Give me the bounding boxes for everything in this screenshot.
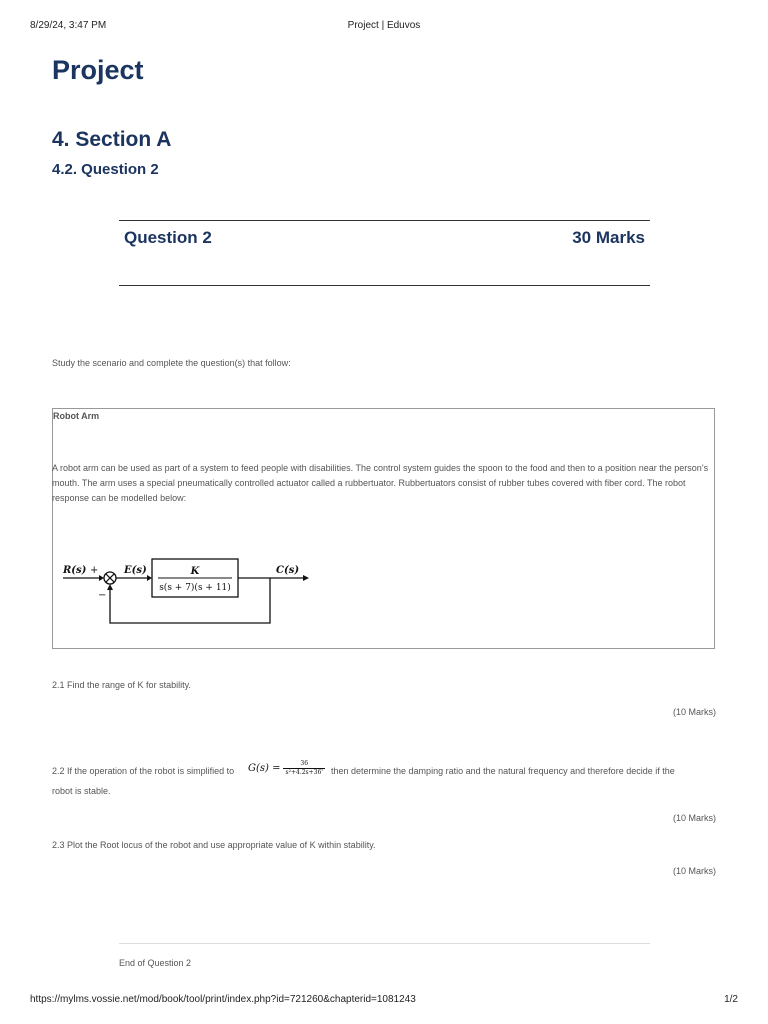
scenario-text: A robot arm can be used as part of a system to feed people with disabilities. The control system guides the spoon to the food and then to a position near the person’s mouth. The arm uses a special pneumatically controlled actuator called a rubbertuator. Rubbertuators consist of rubber tubes covered with fiber cord. The robot response can be modelled below:	[52, 463, 709, 503]
question-2-1: 2.1 Find the range of K for stability.	[52, 680, 191, 690]
end-of-question-text: End of Question 2	[119, 958, 192, 968]
question-2-3-marks: (10 Marks)	[672, 866, 716, 876]
error-arrowhead	[147, 575, 152, 581]
question-label: Question 2	[124, 228, 212, 247]
output-label: C(s)	[276, 565, 300, 576]
summing-junction	[104, 572, 116, 584]
formula-numerator: 36	[300, 760, 309, 767]
print-url: https://mylms.vossie.net/mod/book/tool/print/index.php?id=721260&chapterid=1081243	[30, 994, 416, 1005]
page-title: Project	[52, 55, 144, 85]
feedback-arrowhead	[107, 584, 113, 590]
output-arrowhead	[303, 575, 309, 581]
print-title: Project | Eduvos	[347, 20, 421, 31]
question-2-3: 2.3 Plot the Root locus of the robot and use appropriate value of K within stability.	[52, 840, 376, 850]
scenario-title: Robot Arm	[53, 411, 100, 421]
question-2-2-text-line2: robot is stable.	[52, 786, 111, 796]
formula-lhs: G(s) =	[248, 763, 281, 774]
question-box-top-rule	[119, 220, 650, 221]
formula-fraction	[283, 760, 324, 777]
question-2-1-marks: (10 Marks)	[672, 707, 716, 717]
error-label: E(s)	[124, 565, 147, 576]
instructions-text: Study the scenario and complete the question(s) that follow:	[52, 358, 291, 368]
question-2-2-text-start: 2.2 If the operation of the robot is simplified to	[52, 766, 235, 776]
input-arrowhead	[99, 575, 104, 581]
print-page-number: 1/2	[724, 994, 738, 1005]
formula-denominator: s²+4.2s+36'	[285, 769, 323, 776]
minus-sign: −	[98, 590, 107, 601]
question-2-2-text-end: then determine the damping ratio and the natural frequency and therefore decide if the	[331, 766, 675, 776]
transfer-function-formula	[248, 760, 325, 777]
block-denominator: s(s + 7)(s + 11)	[159, 583, 231, 593]
block-numerator: K	[190, 566, 200, 577]
question-box-bottom-rule	[119, 285, 650, 286]
section-heading: 4. Section A	[52, 128, 172, 151]
block-diagram	[60, 548, 320, 628]
plus-sign: +	[90, 565, 99, 576]
input-label: R(s)	[63, 565, 87, 576]
end-divider	[119, 943, 650, 944]
question-heading: 4.2. Question 2	[52, 161, 159, 178]
print-date: 8/29/24, 3:47 PM	[30, 20, 107, 31]
question-2-2-marks: (10 Marks)	[672, 813, 716, 823]
question-total-marks: 30 Marks	[572, 228, 645, 247]
